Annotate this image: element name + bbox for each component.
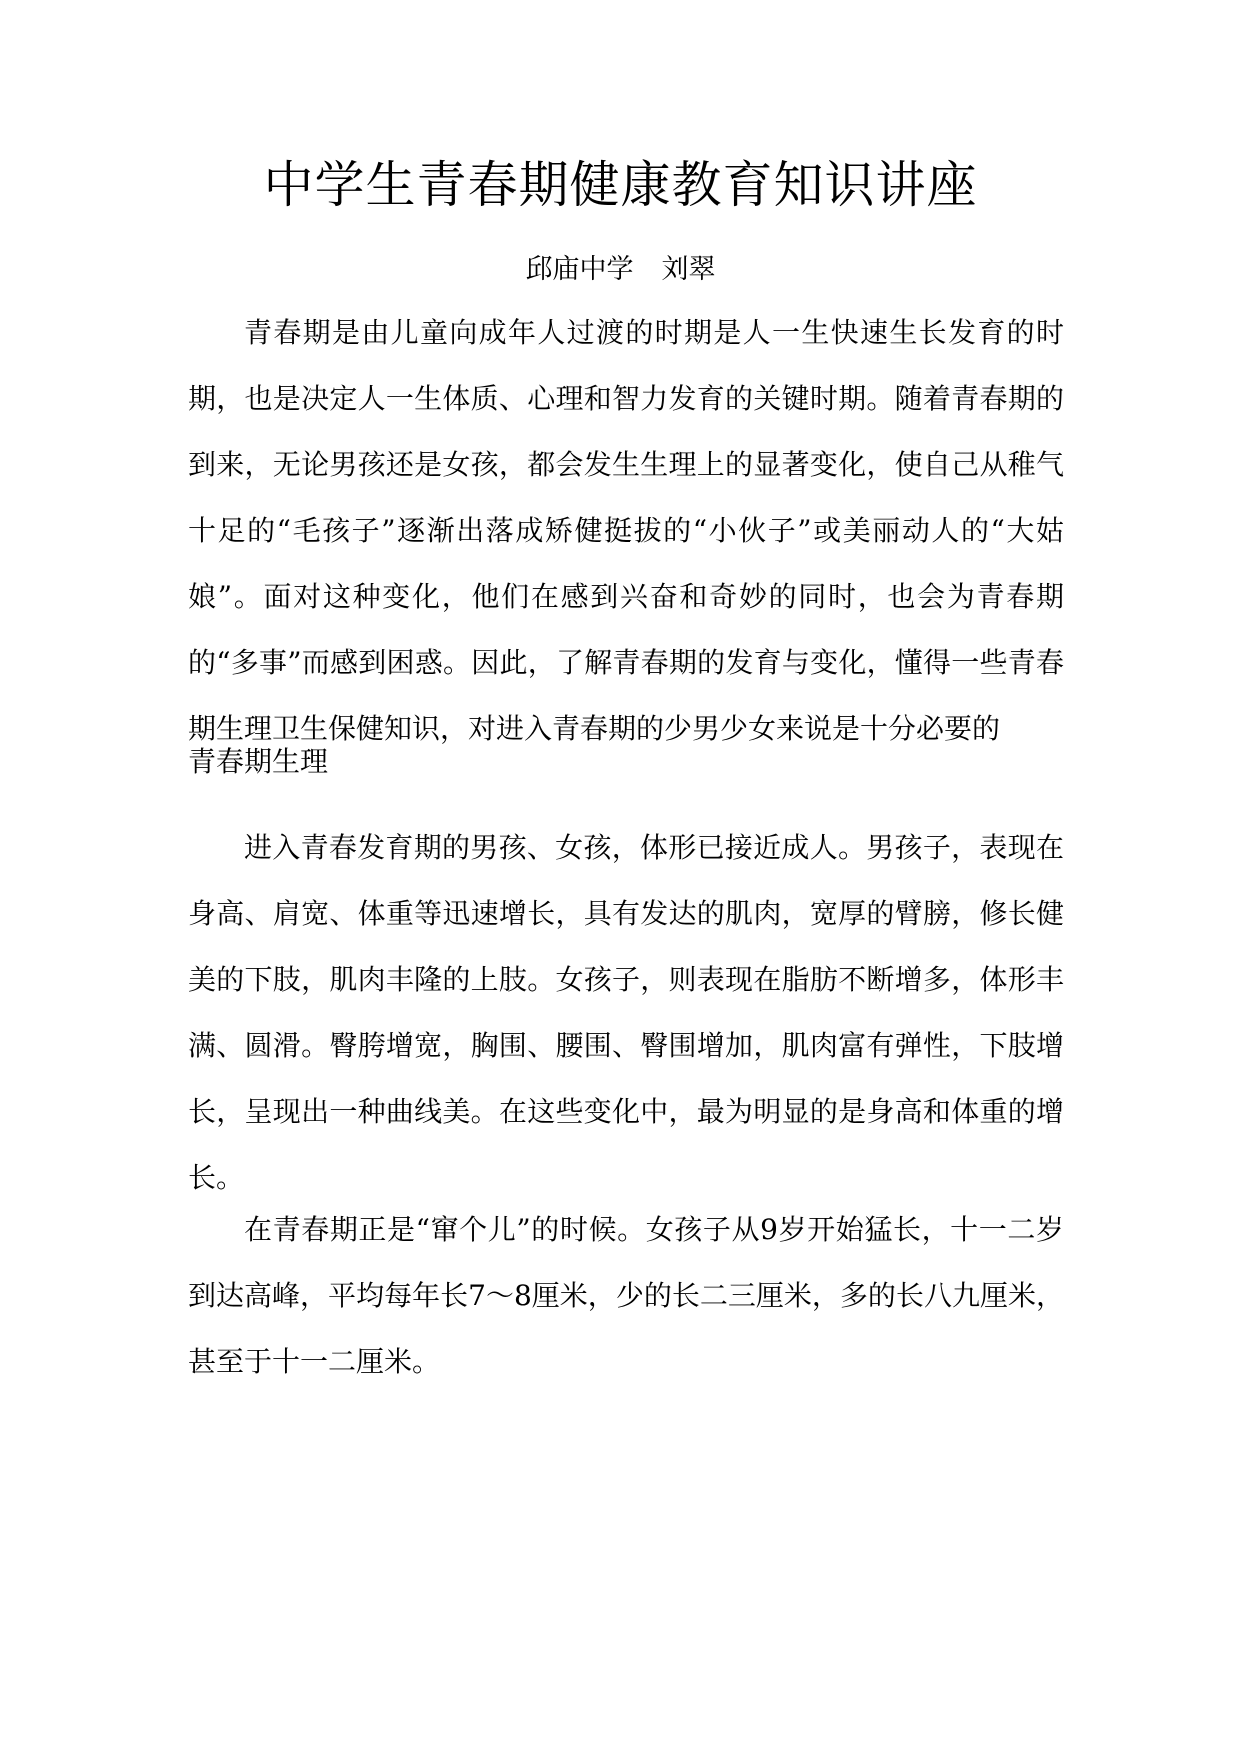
- document-title: 中学生青春期健康教育知识讲座: [263, 156, 978, 214]
- author-school: 邱庙中学: [525, 254, 634, 285]
- section-heading: 青春期生理: [188, 745, 329, 778]
- author-name: 刘翠: [661, 254, 716, 285]
- body-paragraph-1: 进入青春发育期的男孩、女孩，体形已接近成人。男孩子，表现在身高、肩宽、体重等迅速增长，具有发达的肌肉，宽厚的臂膀，修长健美的下肢，肌肉丰隆的上肢。女孩子，则表现在脂肪不断增多，体形丰满、圆滑。臀胯增宽，胸围、腰围、臀围增加，肌肉富有弹性，下肢增长，呈现出一种曲线美。在这些变化中，最为明显的是身高和体重的增长。: [188, 831, 1064, 1194]
- intro-paragraph: 青春期是由儿童向成年人过渡的时期是人一生快速生长发育的时期，也是决定人一生体质、心理和智力发育的关键时期。随着青春期的到来，无论男孩还是女孩，都会发生生理上的显著变化，使自己从稚气十足的“毛孩子”逐渐出落成矫健挺拔的“小伙子”或美丽动人的“大姑娘”。面对这种变化，他们在感到兴奋和奇妙的同时，也会为青春期的“多事”而感到困惑。因此，了解青春期的发育与变化，懂得一些青春期生理卫生保健知识，对进入青春期的少男少女来说是十分必要的: [188, 316, 1064, 745]
- author-line: [0, 250, 1241, 290]
- body-paragraph-2: 在青春期正是“窜个儿”的时候。女孩子从9岁开始猛长，十一二岁到达高峰，平均每年长7～8厘米，少的长二三厘米，多的长八九厘米，甚至于十一二厘米。: [188, 1213, 1064, 1378]
